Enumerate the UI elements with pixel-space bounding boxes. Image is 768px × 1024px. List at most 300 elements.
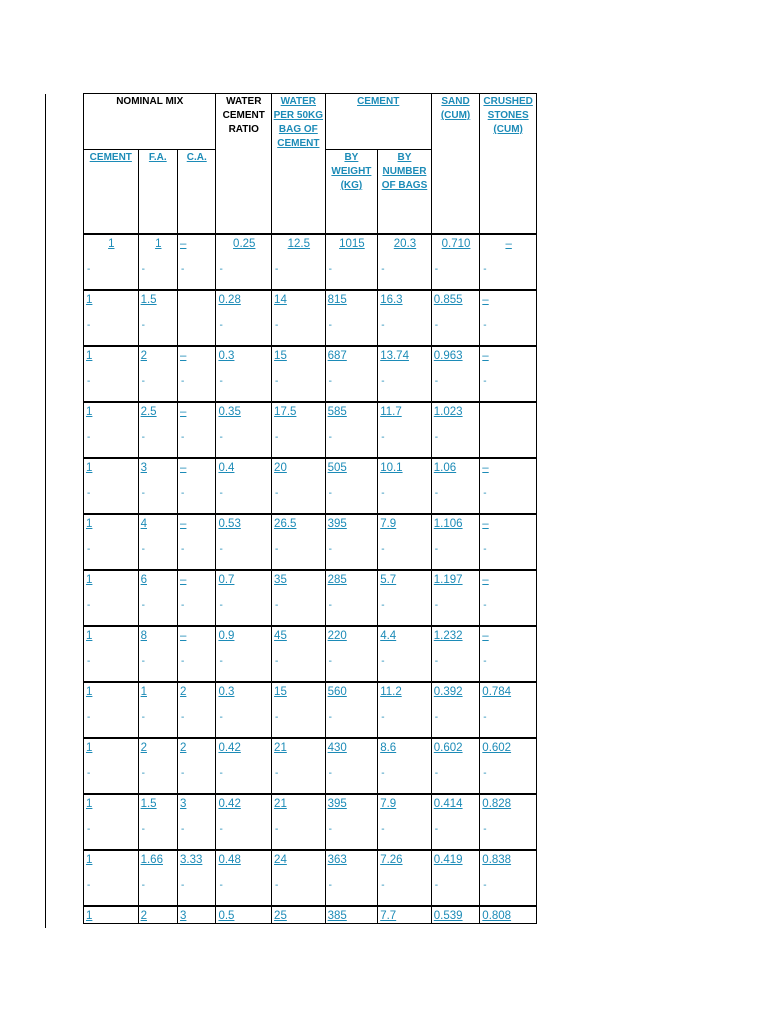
- ca-value[interactable]: –: [180, 573, 187, 586]
- cell-content: [139, 739, 177, 779]
- dash-mark: -: [219, 375, 223, 387]
- cell-content: [378, 739, 431, 779]
- crushed-stones-header[interactable]: [480, 94, 537, 234]
- sub-ca-header[interactable]: [178, 150, 216, 234]
- weight-value[interactable]: 687: [327, 349, 347, 362]
- ca-value[interactable]: –: [180, 461, 187, 474]
- cell-content: [378, 571, 431, 611]
- cell-content: [178, 739, 215, 779]
- cement-cell: [84, 626, 139, 682]
- sand-value[interactable]: 0.602: [433, 741, 463, 754]
- sand-value[interactable]: 1.197: [433, 573, 463, 586]
- stones-value[interactable]: –: [482, 517, 489, 530]
- fa-cell: [138, 794, 177, 850]
- dash-mark: -: [141, 767, 145, 779]
- stones-value[interactable]: [480, 403, 536, 405]
- sand-cell: [431, 738, 480, 794]
- dash-mark: -: [87, 711, 91, 723]
- cell-content: [216, 627, 271, 667]
- dash-mark: -: [141, 263, 145, 275]
- cell-content: [84, 851, 138, 891]
- wcr-value[interactable]: 0.9: [218, 629, 235, 642]
- dash-mark: -: [181, 823, 185, 835]
- water-per-bag-header[interactable]: [272, 94, 326, 234]
- dash-mark: -: [141, 487, 145, 499]
- dash-mark: -: [434, 487, 439, 499]
- stones-value[interactable]: 0.828: [482, 797, 512, 810]
- dash-mark: -: [141, 375, 145, 387]
- wcr-value[interactable]: 0.35: [218, 405, 241, 418]
- wcr-value[interactable]: 0.5: [218, 909, 235, 922]
- cell-content: [139, 235, 177, 275]
- water-cell: [272, 570, 326, 626]
- dash-mark: -: [275, 319, 279, 331]
- dash-mark: -: [483, 263, 487, 275]
- wcr-value[interactable]: 0.53: [218, 517, 241, 530]
- cell-content: [432, 851, 480, 891]
- sub-cement-header[interactable]: [84, 150, 139, 234]
- water-value[interactable]: 45: [274, 629, 287, 642]
- bags-value[interactable]: 11.7: [380, 405, 402, 418]
- dash-mark: -: [275, 711, 279, 723]
- sand-cell: [431, 458, 480, 514]
- wcr-value[interactable]: 0.25: [233, 237, 256, 250]
- cell-content: [84, 571, 138, 611]
- stones-value[interactable]: 0.602: [482, 741, 512, 754]
- bags-value[interactable]: 7.9: [380, 517, 397, 530]
- cell-content: [480, 739, 536, 779]
- sub-ca-label[interactable]: C.A.: [186, 152, 207, 163]
- cell-content: [216, 459, 271, 499]
- weight-value[interactable]: 220: [327, 629, 347, 642]
- wcr-cell: [216, 234, 272, 290]
- cell-content: [216, 907, 271, 923]
- cell-content: [378, 403, 431, 443]
- fa-value[interactable]: 1.66: [140, 853, 163, 866]
- fa-value[interactable]: 6: [140, 573, 147, 586]
- cell-content: [378, 851, 431, 891]
- water-value[interactable]: 14: [274, 293, 287, 306]
- water-cement-ratio-label: WATER CEMENT RATIO: [222, 96, 265, 135]
- ca-cell: [178, 682, 216, 738]
- wcr-cell: [216, 402, 272, 458]
- cement-cell: [84, 738, 139, 794]
- cement-value[interactable]: 1: [86, 853, 93, 866]
- wcr-cell: [216, 906, 272, 924]
- ca-value[interactable]: 3: [180, 797, 187, 810]
- fa-value[interactable]: 2: [140, 741, 147, 754]
- ca-cell: [178, 514, 216, 570]
- fa-cell: [138, 402, 177, 458]
- cell-content: [84, 235, 138, 275]
- wcr-value[interactable]: 0.4: [218, 461, 235, 474]
- cement-value[interactable]: 1: [86, 349, 93, 362]
- cell-content: [432, 571, 480, 611]
- stones-cell: [480, 738, 537, 794]
- weight-value[interactable]: 395: [327, 797, 347, 810]
- weight-value[interactable]: 430: [327, 741, 347, 754]
- cell-content: [84, 347, 138, 387]
- wcr-cell: [216, 682, 272, 738]
- fa-cell: [138, 458, 177, 514]
- stones-value[interactable]: –: [482, 349, 489, 362]
- wcr-value[interactable]: 0.42: [218, 741, 241, 754]
- ca-value[interactable]: –: [180, 517, 187, 530]
- cement-cell: [84, 234, 139, 290]
- wcr-value[interactable]: 0.3: [218, 349, 235, 362]
- fa-value[interactable]: 1: [140, 685, 147, 698]
- fa-value[interactable]: 1.5: [140, 797, 157, 810]
- stones-cell: [480, 682, 537, 738]
- sand-value[interactable]: 1.232: [433, 629, 463, 642]
- weight-value[interactable]: 815: [327, 293, 347, 306]
- nominal-mix-label: NOMINAL MIX: [116, 96, 184, 107]
- dash-mark: -: [328, 767, 332, 779]
- dash-mark: -: [219, 655, 223, 667]
- fa-cell: [138, 738, 177, 794]
- cell-content: [139, 571, 177, 611]
- water-value[interactable]: 35: [274, 573, 287, 586]
- fa-value[interactable]: 2: [140, 349, 147, 362]
- water-cell: [272, 738, 326, 794]
- table-row: [84, 402, 537, 458]
- cell-content: [480, 459, 536, 499]
- water-value[interactable]: 21: [274, 797, 287, 810]
- nominal-mix-header: [84, 94, 216, 150]
- dash-mark: -: [275, 655, 279, 667]
- weight-value[interactable]: 505: [327, 461, 347, 474]
- bags-value[interactable]: 7.9: [380, 797, 397, 810]
- ca-cell: [178, 570, 216, 626]
- cement-value[interactable]: 1: [86, 405, 93, 418]
- cell-content: [378, 515, 431, 555]
- sand-value[interactable]: 1.06: [433, 461, 457, 474]
- cell-content: [139, 347, 177, 387]
- dash-mark: -: [434, 711, 439, 723]
- cell-content: [480, 571, 536, 611]
- sand-cell: [431, 290, 480, 346]
- dash-mark: -: [141, 599, 145, 611]
- sand-cell: [431, 346, 480, 402]
- sand-cell: [431, 626, 480, 682]
- cement-header[interactable]: [325, 94, 431, 150]
- cell-content: [326, 291, 378, 331]
- by-weight-label[interactable]: BY WEIGHT (KG): [331, 152, 372, 191]
- water-value[interactable]: 15: [274, 685, 287, 698]
- dash-mark: -: [87, 487, 91, 499]
- cell-content: [84, 459, 138, 499]
- stones-value[interactable]: –: [482, 629, 489, 642]
- dash-mark: -: [141, 543, 145, 555]
- weight-cell: [325, 514, 378, 570]
- wcr-cell: [216, 570, 272, 626]
- bags-cell: [378, 402, 432, 458]
- dash-mark: -: [141, 431, 145, 443]
- cell-content: [178, 291, 215, 293]
- cell-content: [216, 515, 271, 555]
- ca-value[interactable]: 3.33: [180, 853, 203, 866]
- wcr-value[interactable]: 0.7: [218, 573, 235, 586]
- fa-cell: [138, 626, 177, 682]
- stones-cell: [480, 626, 537, 682]
- sub-fa-header[interactable]: [138, 150, 177, 234]
- sand-cell: [431, 850, 480, 906]
- sand-label[interactable]: SAND (CUM): [440, 96, 471, 121]
- bags-cell: [378, 738, 432, 794]
- dash-mark: -: [219, 711, 223, 723]
- bags-value[interactable]: 7.26: [380, 853, 403, 866]
- ca-value[interactable]: 3: [180, 909, 187, 922]
- bags-cell: [378, 514, 432, 570]
- cement-value[interactable]: 1: [86, 517, 93, 530]
- dash-mark: -: [275, 767, 279, 779]
- weight-cell: [325, 682, 378, 738]
- dash-mark: -: [141, 879, 145, 891]
- cell-content: [178, 347, 215, 387]
- cement-value[interactable]: 1: [86, 797, 93, 810]
- weight-value[interactable]: 363: [327, 853, 347, 866]
- sand-value[interactable]: 0.539: [433, 909, 463, 922]
- dash-mark: -: [275, 543, 279, 555]
- sand-value[interactable]: 0.414: [433, 797, 463, 810]
- sand-value[interactable]: 0.710: [441, 237, 471, 250]
- wcr-value[interactable]: 0.48: [218, 853, 241, 866]
- ca-value[interactable]: 2: [180, 685, 187, 698]
- water-value[interactable]: 12.5: [287, 237, 311, 250]
- dash-mark: -: [381, 375, 385, 387]
- cement-value[interactable]: 1: [86, 573, 93, 586]
- by-bags-label[interactable]: BY NUMBER OF BAGS: [381, 152, 428, 191]
- fa-cell: [138, 906, 177, 924]
- cement-value[interactable]: 1: [86, 629, 93, 642]
- bags-value[interactable]: 7.7: [380, 909, 397, 922]
- water-cell: [272, 402, 326, 458]
- dash-mark: -: [434, 263, 439, 275]
- bags-value[interactable]: 5.7: [380, 573, 397, 586]
- dash-mark: -: [483, 655, 487, 667]
- dash-mark: -: [219, 263, 223, 275]
- dash-mark: -: [483, 543, 487, 555]
- water-cement-ratio-header: [216, 94, 272, 234]
- sub-fa-label[interactable]: F.A.: [148, 152, 167, 163]
- stones-cell: [480, 570, 537, 626]
- ca-value[interactable]: [178, 291, 215, 293]
- cell-content: [378, 907, 431, 923]
- dash-mark: -: [275, 375, 279, 387]
- water-value[interactable]: 26.5: [274, 517, 297, 530]
- cell-content: [139, 627, 177, 667]
- water-value[interactable]: 15: [274, 349, 287, 362]
- dash-mark: -: [219, 599, 223, 611]
- sand-value[interactable]: 1.023: [433, 405, 463, 418]
- dash-mark: -: [219, 823, 223, 835]
- sand-value[interactable]: 1.106: [433, 517, 463, 530]
- bags-value[interactable]: 13.74: [380, 349, 409, 362]
- sand-cell: [431, 906, 480, 924]
- cell-content: [326, 403, 378, 443]
- bags-value[interactable]: 16.3: [380, 293, 403, 306]
- cell-content: [378, 235, 431, 275]
- fa-value[interactable]: 1.5: [140, 293, 157, 306]
- cell-content: [272, 403, 325, 443]
- fa-value[interactable]: 2: [140, 909, 147, 922]
- dash-mark: -: [219, 543, 223, 555]
- dash-mark: -: [434, 319, 439, 331]
- dash-mark: -: [141, 319, 145, 331]
- water-value[interactable]: 25: [274, 909, 287, 922]
- table-row: [84, 738, 537, 794]
- dash-mark: -: [328, 487, 332, 499]
- cell-content: [432, 683, 480, 723]
- sand-value[interactable]: 0.855: [433, 293, 463, 306]
- ca-value[interactable]: –: [180, 629, 187, 642]
- cement-value[interactable]: 1: [86, 741, 93, 754]
- dash-mark: -: [219, 319, 223, 331]
- water-value[interactable]: 24: [274, 853, 287, 866]
- cell-content: [216, 795, 271, 835]
- fa-value[interactable]: 1: [155, 237, 162, 250]
- stones-cell: [480, 234, 537, 290]
- dash-mark: -: [381, 823, 385, 835]
- fa-value[interactable]: 3: [140, 461, 147, 474]
- sand-value[interactable]: 0.963: [433, 349, 463, 362]
- weight-value[interactable]: 560: [327, 685, 347, 698]
- weight-cell: [325, 626, 378, 682]
- cell-content: [272, 291, 325, 331]
- table-row: [84, 682, 537, 738]
- water-value[interactable]: 17.5: [274, 405, 297, 418]
- cement-value[interactable]: 1: [86, 685, 93, 698]
- cement-value[interactable]: 1: [86, 909, 93, 922]
- cell-content: [480, 347, 536, 387]
- cell-content: [272, 851, 325, 891]
- fa-value[interactable]: 8: [140, 629, 147, 642]
- ca-cell: [178, 906, 216, 924]
- stones-value[interactable]: –: [505, 237, 512, 250]
- sub-cement-label[interactable]: CEMENT: [89, 152, 132, 163]
- dash-mark: -: [328, 599, 332, 611]
- cement-value[interactable]: 1: [86, 293, 93, 306]
- by-bags-header[interactable]: [378, 150, 432, 234]
- dash-mark: -: [141, 711, 145, 723]
- weight-value[interactable]: 385: [327, 909, 347, 922]
- cell-content: [326, 627, 378, 667]
- weight-cell: [325, 346, 378, 402]
- water-per-bag-label[interactable]: WATER PER 50KG BAG OF CEMENT: [273, 96, 324, 149]
- cell-content: [432, 459, 480, 499]
- dash-mark: -: [181, 375, 185, 387]
- ca-cell: [178, 458, 216, 514]
- sand-header[interactable]: [431, 94, 480, 234]
- weight-value[interactable]: 285: [327, 573, 347, 586]
- ca-value[interactable]: –: [180, 237, 187, 250]
- cell-content: [178, 627, 215, 667]
- stones-value[interactable]: –: [482, 461, 489, 474]
- by-weight-header[interactable]: [325, 150, 378, 234]
- crushed-stones-label[interactable]: CRUSHED STONES (CUM): [483, 96, 533, 135]
- water-value[interactable]: 21: [274, 741, 287, 754]
- table-row: [84, 234, 537, 290]
- bags-value[interactable]: 20.3: [393, 237, 417, 250]
- sand-value[interactable]: 0.392: [433, 685, 463, 698]
- wcr-value[interactable]: 0.3: [218, 685, 235, 698]
- cement-value[interactable]: 1: [108, 237, 115, 250]
- dash-mark: -: [87, 263, 91, 275]
- ca-value[interactable]: –: [180, 405, 187, 418]
- cell-content: [432, 403, 480, 443]
- dash-mark: -: [181, 263, 185, 275]
- table-row: [84, 850, 537, 906]
- ca-value[interactable]: –: [180, 349, 187, 362]
- bags-value[interactable]: 10.1: [380, 461, 403, 474]
- wcr-value[interactable]: 0.42: [218, 797, 241, 810]
- dash-mark: -: [181, 711, 185, 723]
- stones-value[interactable]: –: [482, 573, 489, 586]
- fa-value[interactable]: 2.5: [140, 405, 157, 418]
- dash-mark: -: [483, 319, 487, 331]
- stones-cell: [480, 906, 537, 924]
- dash-mark: -: [181, 767, 185, 779]
- wcr-cell: [216, 346, 272, 402]
- cell-content: [272, 515, 325, 555]
- bags-value[interactable]: 4.4: [380, 629, 397, 642]
- fa-value[interactable]: 4: [140, 517, 147, 530]
- dash-mark: -: [381, 319, 385, 331]
- fa-cell: [138, 234, 177, 290]
- water-cell: [272, 794, 326, 850]
- page-margin-line: [45, 94, 46, 928]
- wcr-value[interactable]: 0.28: [218, 293, 241, 306]
- dash-mark: -: [483, 879, 487, 891]
- stones-value[interactable]: –: [482, 293, 489, 306]
- sand-cell: [431, 234, 480, 290]
- dash-mark: -: [219, 487, 223, 499]
- dash-mark: -: [381, 431, 385, 443]
- cell-content: [84, 515, 138, 555]
- dash-mark: -: [328, 375, 332, 387]
- cell-content: [216, 683, 271, 723]
- bags-value[interactable]: 8.6: [380, 741, 397, 754]
- weight-value[interactable]: 395: [327, 517, 347, 530]
- cell-content: [84, 291, 138, 331]
- weight-cell: [325, 850, 378, 906]
- cell-content: [326, 739, 378, 779]
- stones-value[interactable]: 0.808: [482, 909, 512, 922]
- cell-content: [378, 683, 431, 723]
- stones-value[interactable]: 0.838: [482, 853, 512, 866]
- bags-cell: [378, 570, 432, 626]
- dash-mark: -: [381, 263, 385, 275]
- cement-value[interactable]: 1: [86, 461, 93, 474]
- cement-cell: [84, 514, 139, 570]
- bags-value[interactable]: 11.2: [380, 685, 402, 698]
- sand-value[interactable]: 0.419: [433, 853, 463, 866]
- table-row: [84, 458, 537, 514]
- bags-cell: [378, 794, 432, 850]
- weight-cell: [325, 290, 378, 346]
- cell-content: [272, 627, 325, 667]
- cement-cell: [84, 458, 139, 514]
- weight-value[interactable]: 585: [327, 405, 347, 418]
- ca-value[interactable]: 2: [180, 741, 187, 754]
- weight-value[interactable]: 1015: [339, 237, 365, 250]
- water-value[interactable]: 20: [274, 461, 287, 474]
- bags-cell: [378, 346, 432, 402]
- cement-label[interactable]: CEMENT: [357, 96, 400, 107]
- stones-value[interactable]: 0.784: [482, 685, 512, 698]
- dash-mark: -: [328, 319, 332, 331]
- cell-content: [178, 795, 215, 835]
